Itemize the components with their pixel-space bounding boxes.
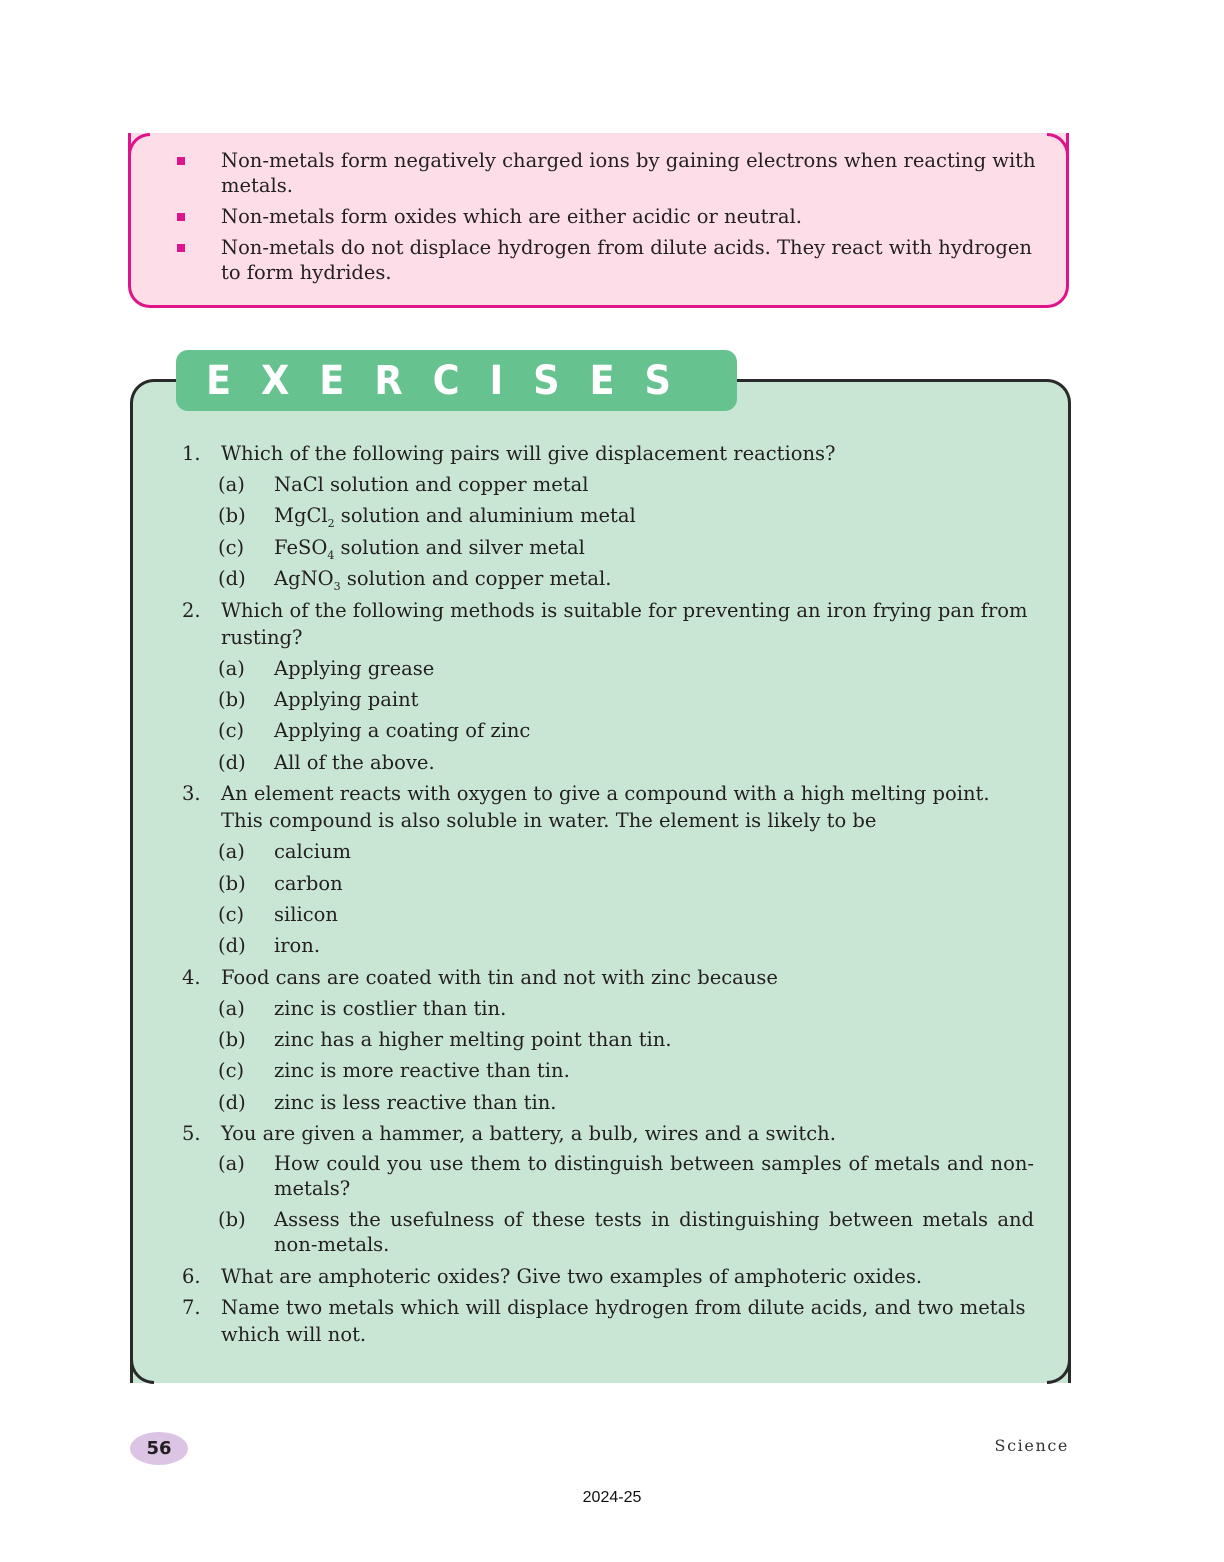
summary-point-text: Non-metals form negatively charged ions by gaining electrons when reacting with metals. [221,149,1036,197]
square-bullet-icon [177,213,185,221]
option-a [218,471,1034,498]
option-c [218,1057,1034,1084]
option-label: (a) [218,840,245,864]
option-text: iron. [274,934,321,958]
question-text: An element reacts with oxygen to give a compound with a high melting point. This compound is also soluble in water. The element is likely to be [221,782,990,833]
question-number: 6. [182,1265,201,1289]
summary-point [221,235,1036,285]
option-text: How could you use them to distinguish between samples of metals and non-metals? [274,1152,1034,1201]
question-number: 4. [182,965,201,989]
question-2 [182,597,1034,776]
option-text: zinc has a higher melting point than tin. [274,1028,672,1052]
option-label: (d) [218,1090,246,1114]
summary-point [221,148,1036,198]
question-number: 2. [182,598,201,622]
question-text: Which of the following pairs will give displacement reactions? [221,442,836,465]
question-6 [182,1263,1034,1290]
option-label: (b) [218,871,246,895]
question-text: Name two metals which will displace hydrogen from dilute acids, and two metals which will not. [221,1296,1026,1347]
question-text: You are given a hammer, a battery, a bulb, wires and a switch. [221,1122,836,1146]
formula-subscript: 2 [327,517,335,531]
option-c [218,901,1034,928]
option-text: zinc is more reactive than tin. [274,1059,570,1083]
option-d [218,1089,1034,1116]
summary-list [221,148,1036,291]
summary-point [221,204,1036,229]
option-a [218,655,1034,682]
exercises-header-tab [176,350,737,411]
square-bullet-icon [177,244,185,252]
question-number: 3. [182,782,201,806]
option-c [218,717,1034,744]
option-text: carbon [274,871,343,895]
option-label: (c) [218,719,245,743]
option-text: solution and aluminium metal [334,504,636,528]
option-d [218,932,1034,959]
option-label: (b) [218,687,246,711]
summary-point-text: Non-metals form oxides which are either acidic or neutral. [221,205,802,228]
book-title: Science [994,1436,1069,1455]
question-5 [182,1120,1034,1257]
question-number: 1. [182,442,201,465]
formula-subscript: 3 [333,580,341,594]
question-4 [182,964,1034,1116]
option-b [218,1207,1034,1257]
option-label: (c) [218,902,245,926]
option-text: calcium [274,840,351,864]
option-b [218,1026,1034,1053]
option-d [218,749,1034,776]
option-b [218,686,1034,713]
option-c [218,534,1034,561]
formula-text: MgCl [274,504,328,528]
option-label: (b) [218,504,246,528]
option-text: solution and copper metal. [340,567,612,591]
option-d [218,565,1034,592]
question-1 [182,440,1034,592]
option-text: Assess the usefulness of these tests in distinguishing between metals and non-metals. [274,1208,1034,1257]
option-a [218,1151,1034,1201]
option-label: (a) [218,996,245,1020]
question-text: Which of the following methods is suitable for preventing an iron frying pan from rusting? [221,598,1028,649]
formula-text: AgNO [274,567,334,591]
page-number-badge: 56 [130,1432,188,1465]
option-list [218,655,1034,776]
option-label: (a) [218,656,245,680]
option-text: silicon [274,902,338,926]
option-text: zinc is less reactive than tin. [274,1090,557,1114]
summary-point-text: Non-metals do not displace hydrogen from dilute acids. They react with hydrogen to form hydrides. [221,236,1032,284]
option-list [218,838,1034,959]
option-b [218,870,1034,897]
option-text: zinc is costlier than tin. [274,996,507,1020]
option-text: solution and silver metal [334,535,585,559]
option-label: (d) [218,750,246,774]
exercises-title: EXERCISES [206,357,701,404]
square-bullet-icon [177,157,185,165]
option-a [218,838,1034,865]
option-label: (a) [218,473,245,496]
option-list [218,1151,1034,1257]
question-list [182,440,1034,1352]
option-label: (d) [218,567,246,591]
question-text: Food cans are coated with tin and not with zinc because [221,965,778,989]
option-list [218,995,1034,1116]
edition-year: 2024-25 [582,1489,642,1506]
option-label: (c) [218,535,245,559]
option-label: (b) [218,1208,246,1232]
question-text: What are amphoteric oxides? Give two examples of amphoteric oxides. [221,1265,923,1289]
option-list [218,471,1034,592]
formula-text: FeSO [274,535,328,559]
option-label: (b) [218,1028,246,1052]
option-text: Applying a coating of zinc [274,719,531,743]
option-label: (a) [218,1152,245,1176]
option-text: NaCl solution and copper metal [274,473,589,496]
option-label: (c) [218,1059,245,1083]
option-a [218,995,1034,1022]
option-text: All of the above. [274,750,435,774]
question-7 [182,1294,1034,1348]
option-label: (d) [218,934,246,958]
question-3 [182,780,1034,959]
option-b [218,502,1034,529]
formula-subscript: 4 [327,548,335,562]
question-number: 5. [182,1122,201,1146]
option-text: Applying grease [274,656,435,680]
question-number: 7. [182,1296,201,1320]
option-text: Applying paint [274,687,419,711]
